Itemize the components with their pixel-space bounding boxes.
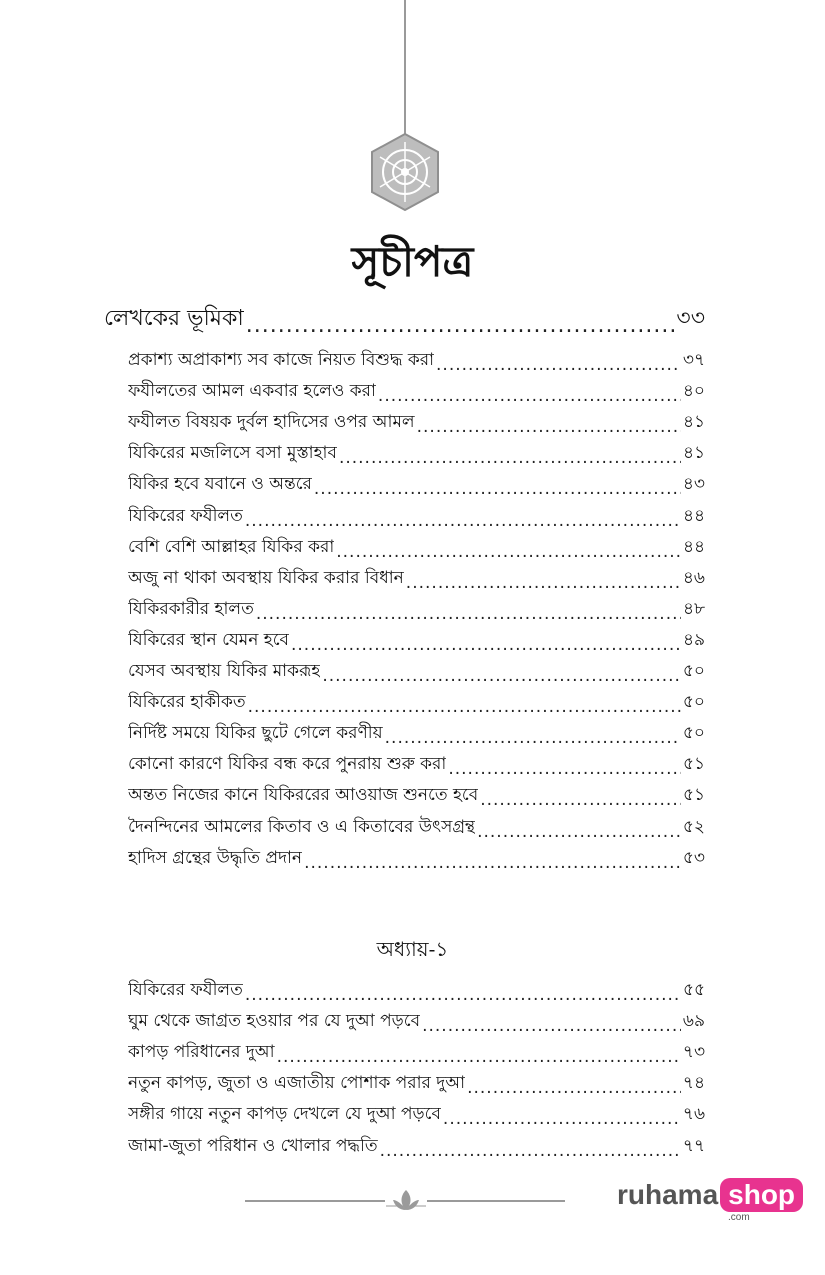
leader-dots [448, 759, 681, 779]
toc-row[interactable] [128, 843, 705, 873]
toc-page-number: ৫১ [682, 785, 705, 806]
hanging-line [404, 0, 406, 135]
toc-row[interactable] [128, 438, 705, 468]
toc-page-number: ৫৩ [682, 847, 705, 868]
toc-label: নির্দিষ্ট সময়ে যিকির ছুটে গেলে করণীয় [128, 723, 383, 744]
brand-shop-badge: shop [720, 1178, 803, 1212]
ornament-icon [368, 132, 442, 212]
toc-page-number: ৪৬ [682, 567, 705, 588]
toc-page-number: ৪৮ [682, 598, 705, 619]
toc-row[interactable] [128, 501, 705, 531]
toc-page-number: ৭৬ [682, 1104, 705, 1125]
toc-page-number: ৩৩ [676, 306, 705, 331]
toc-page-number: ৪৩ [682, 474, 705, 495]
leader-dots [245, 511, 681, 531]
leader-dots [322, 666, 681, 686]
brand-logo [617, 1178, 803, 1212]
toc-label: অন্তত নিজের কানে যিকিররের আওয়াজ শুনতে হবে [128, 785, 479, 806]
leader-dots [246, 313, 675, 338]
leader-dots [477, 822, 681, 842]
leader-dots [385, 728, 681, 748]
toc-page-number: ৪৪ [682, 536, 705, 557]
toc-label: লেখকের ভূমিকা [104, 306, 244, 331]
lotus-ornament-icon [385, 1186, 427, 1214]
toc-label: ফযীলতের আমল একবার হলেও করা [128, 381, 376, 402]
toc-label: প্রকাশ্য অপ্রাকাশ্য সব কাজে নিয়ত বিশুদ্ধ করা [128, 350, 435, 370]
chapter-heading: অধ্যায়-১ [376, 937, 449, 961]
leader-dots [417, 417, 681, 437]
toc-page-number: ৫২ [682, 816, 705, 837]
toc-row[interactable] [128, 1006, 705, 1036]
leader-dots [467, 1078, 681, 1098]
toc-page-number: ৭৪ [682, 1073, 705, 1094]
toc-row[interactable] [128, 625, 705, 655]
toc-row-intro[interactable] [104, 308, 705, 338]
leader-dots [277, 1047, 681, 1067]
brand-name: ruhama [617, 1179, 719, 1210]
leader-dots [378, 386, 681, 406]
toc-page-number: ৫০ [682, 661, 705, 681]
toc-page-number: ৫০ [682, 723, 705, 744]
toc-label: হাদিস গ্রন্থের উদ্ধৃতি প্রদান [128, 847, 303, 868]
toc-row[interactable] [128, 749, 705, 779]
toc-page-number: ৪০ [682, 381, 705, 402]
toc-label: নতুন কাপড়, জুতা ও এজাতীয় পোশাক পরার দুআ [128, 1073, 466, 1094]
toc-label: কোনো কারণে যিকির বন্ধ করে পুনরায় শুরু করা [128, 754, 447, 775]
toc-row[interactable] [128, 345, 705, 375]
leader-dots [245, 985, 681, 1005]
toc-label: বেশি বেশি আল্লাহর যিকির করা [128, 536, 335, 557]
toc-page-number: ৫০ [682, 692, 705, 713]
toc-row[interactable] [128, 780, 705, 810]
leader-dots [248, 697, 681, 717]
leader-dots [256, 604, 681, 624]
toc-page-number: ৪৯ [682, 629, 705, 650]
toc-label: যিকিরের হাকীকত [128, 692, 246, 713]
toc-label: যেসব অবস্থায় যিকির মাকরূহ [128, 661, 321, 681]
toc-label: যিকিরের স্থান যেমন হবে [128, 629, 289, 650]
toc-page-number: ৪১ [682, 443, 705, 464]
toc-row[interactable] [128, 975, 705, 1005]
toc-page-number: ৭৩ [682, 1042, 705, 1063]
toc-page-number: ৪৪ [682, 505, 705, 526]
brand-domain: .com [728, 1212, 750, 1223]
toc-page-number: ৪১ [682, 412, 705, 433]
toc-row[interactable] [128, 594, 705, 624]
leader-dots [443, 1109, 681, 1129]
toc-label: যিকিরকারীর হালত [128, 598, 254, 619]
toc-row[interactable] [128, 718, 705, 748]
toc-page-number: ৭৭ [682, 1135, 705, 1156]
toc-row[interactable] [128, 376, 705, 406]
leader-dots [339, 448, 681, 468]
toc-label: যিকিরের ফযীলত [128, 505, 243, 526]
toc-label: যিকির হবে যবানে ও অন্তরে [128, 474, 312, 495]
toc-label: দৈনন্দিনের আমলের কিতাব ও এ কিতাবের উৎসগ্রন্থ [128, 816, 476, 837]
leader-dots [291, 635, 681, 655]
toc-page-number: ৫১ [682, 754, 705, 775]
toc-row[interactable] [128, 469, 705, 499]
toc-row[interactable] [128, 812, 705, 842]
toc-row[interactable] [128, 687, 705, 717]
toc-page-number: ৩৭ [682, 350, 705, 370]
toc-label: ফযীলত বিষয়ক দুর্বল হাদিসের ওপর আমল [128, 412, 415, 433]
toc-page-number: ৫৫ [682, 980, 705, 1000]
toc-row[interactable] [128, 532, 705, 562]
toc-row[interactable] [128, 656, 705, 686]
toc-label: অজু না থাকা অবস্থায় যিকির করার বিধান [128, 567, 404, 588]
leader-dots [422, 1016, 681, 1036]
toc-label: কাপড় পরিধানের দুআ [128, 1042, 275, 1063]
leader-dots [380, 1141, 681, 1161]
leader-dots [480, 790, 681, 810]
toc-row[interactable] [128, 407, 705, 437]
page-title: সূচীপত্র [351, 237, 474, 286]
toc-row[interactable] [128, 1037, 705, 1067]
toc-page-number: ৬৯ [682, 1011, 705, 1032]
toc-label: জামা-জুতা পরিধান ও খোলার পদ্ধতি [128, 1135, 378, 1156]
toc-row[interactable] [128, 1068, 705, 1098]
toc-label: যিকিরের ফযীলত [128, 980, 243, 1000]
toc-label: ঘুম থেকে জাগ্রত হওয়ার পর যে দুআ পড়বে [128, 1011, 421, 1032]
leader-dots [436, 355, 681, 375]
toc-row[interactable] [128, 1099, 705, 1129]
toc-label: সঙ্গীর গায়ে নতুন কাপড় দেখলে যে দুআ পড়বে [128, 1104, 441, 1125]
toc-row[interactable] [128, 563, 705, 593]
leader-dots [304, 853, 681, 873]
toc-label: যিকিরের মজলিসে বসা মুস্তাহাব [128, 443, 337, 464]
leader-dots [336, 542, 681, 562]
leader-dots [314, 479, 681, 499]
toc-row[interactable] [128, 1131, 705, 1161]
leader-dots [406, 573, 681, 593]
